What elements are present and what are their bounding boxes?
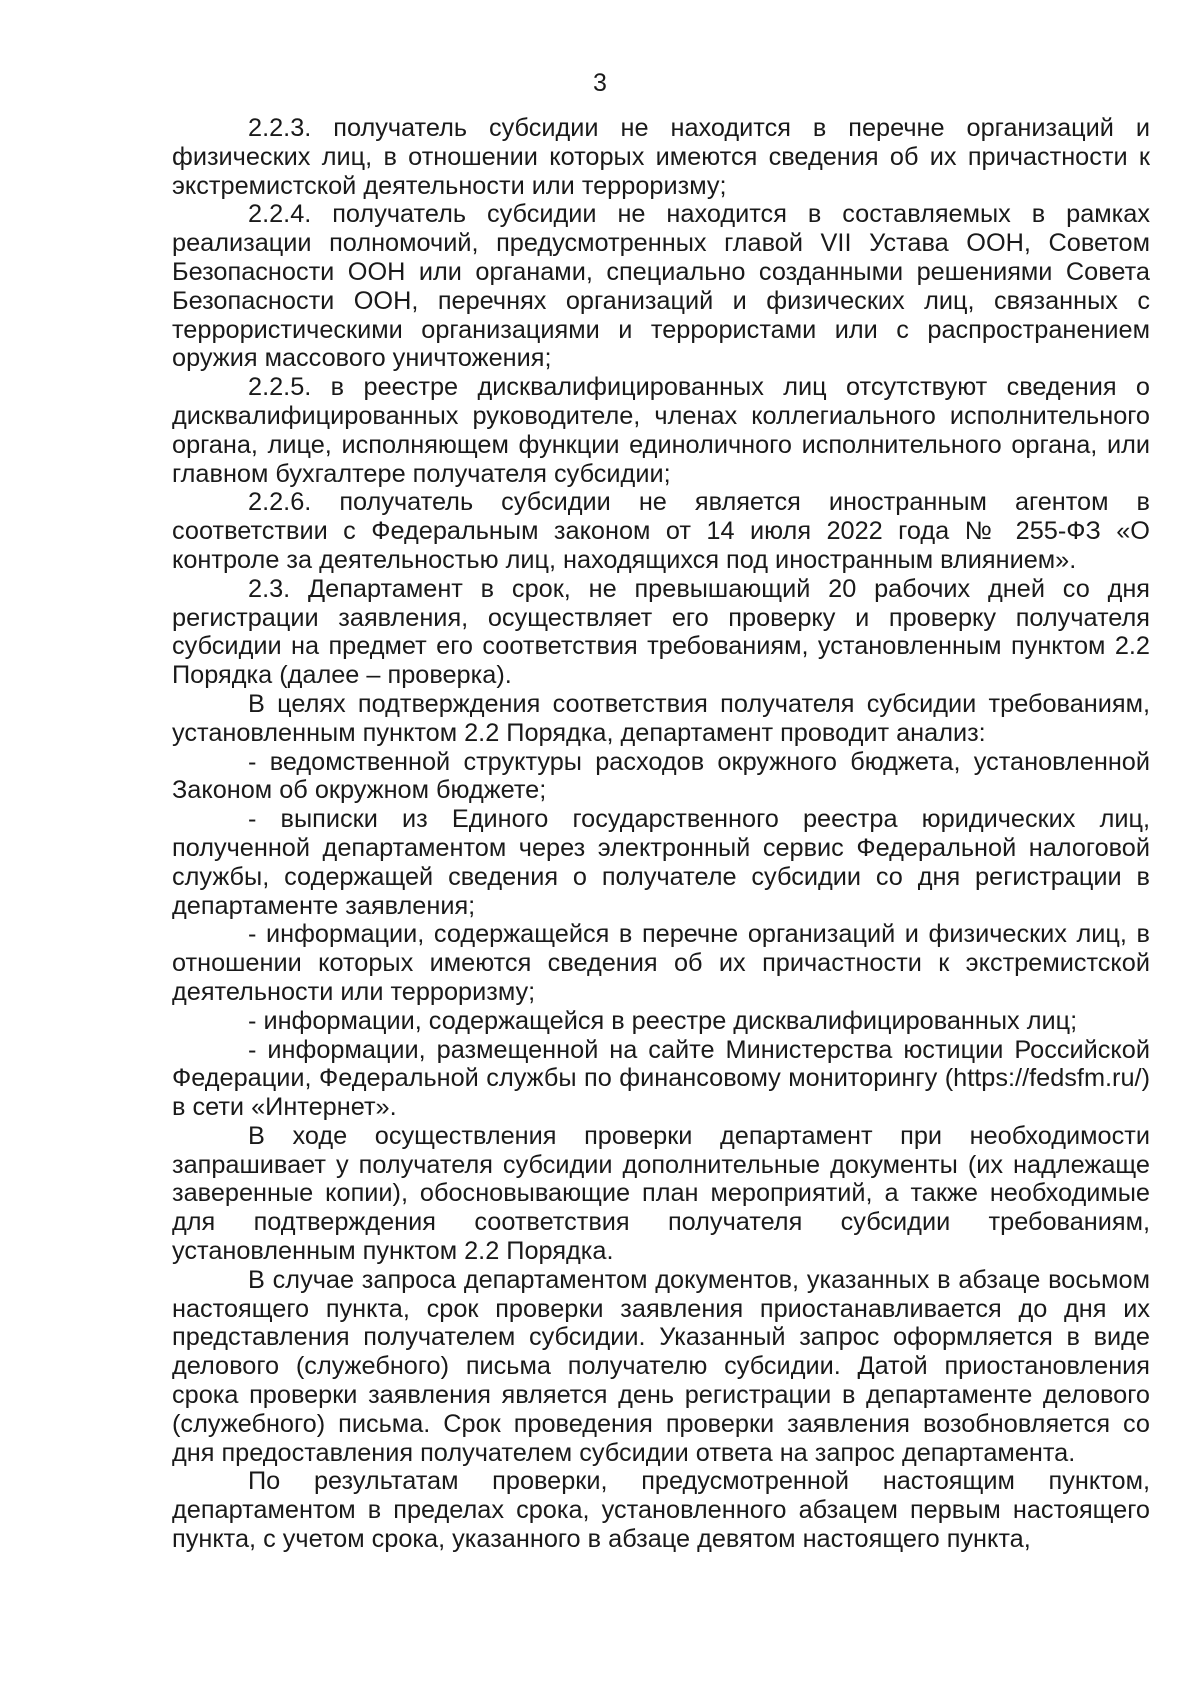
paragraph-2-2-4: 2.2.4. получатель субсидии не находится в составляемых в рамках реализации полномочий, предусмотренных главой VII Устава ООН, Советом Безопасности ООН или органами, специально созданными решениями Совета Безопасности ООН, перечнях организаций и физических лиц, связанных с террористическими организациями и террористами или с распространением оружия массового уничтожения; xyxy=(172,200,1150,373)
document-body xyxy=(172,114,1150,1554)
paragraph-2-2-5: 2.2.5. в реестре дисквалифицированных лиц отсутствуют сведения о дисквалифицированных руководителе, членах коллегиального исполнительного органа, лице, исполняющем функции единоличного исполнительного органа, или главном бухгалтере получателя субсидии; xyxy=(172,373,1150,488)
paragraph-2-3: 2.3. Департамент в срок, не превышающий 20 рабочих дней со дня регистрации заявления, осуществляет его проверку и проверку получателя субсидии на предмет его соответствия требованиям, установленным пунктом 2.2 Порядка (далее – проверка). xyxy=(172,574,1150,690)
list-item-egrul-extract: - выписки из Единого государственного реестра юридических лиц, полученной департаментом через электронный сервис Федеральной налоговой службы, содержащей сведения о получателе субсидии со дня регистрации в департаменте заявления; xyxy=(172,805,1150,920)
list-item-budget-structure: - ведомственной структуры расходов окружного бюджета, установленной Законом об окружном бюджете; xyxy=(172,747,1150,805)
paragraph-2-2-6: 2.2.6. получатель субсидии не является иностранным агентом в соответствии с Федеральным законом от 14 июля 2022 года № 255-ФЗ «О контроле за деятельностью лиц, находящихся под иностранным влиянием». xyxy=(172,488,1150,574)
list-item-disqualified-registry: - информации, содержащейся в реестре дисквалифицированных лиц; xyxy=(248,1006,1078,1035)
list-item-ministry-website: - информации, размещенной на сайте Министерства юстиции Российской Федерации, Федеральной службы по финансовому мониторингу (https://fedsfm.ru/) в сети «Интернет». xyxy=(172,1035,1150,1122)
paragraph-additional-documents: В ходе осуществления проверки департамент при необходимости запрашивает у получателя субсидии дополнительные документы (их надлежаще заверенные копии), обосновывающие план мероприятий, а также необходимые для подтверждения соответствия получателя субсидии требованиям, установленным пунктом 2.2 Порядка. xyxy=(172,1121,1150,1266)
paragraph-analysis-intro: В целях подтверждения соответствия получателя субсидии требованиям, установленным пунктом 2.2 Порядка, департамент проводит анализ: xyxy=(172,689,1150,747)
paragraph-2-2-3: 2.2.3. получатель субсидии не находится в перечне организаций и физических лиц, в отношении которых имеются сведения об их причастности к экстремистской деятельности или терроризму; xyxy=(172,114,1150,200)
paragraph-suspension: В случае запроса департаментом документов, указанных в абзаце восьмом настоящего пункта, срок проверки заявления приостанавливается до дня их представления получателем субсидии. Указанный запрос оформляется в виде делового (служебного) письма получателю субсидии. Датой приостановления срока проверки заявления является день регистрации в департаменте делового (служебного) письма. Срок проведения проверки заявления возобновляется со дня предоставления получателем субсидии ответа на запрос департамента. xyxy=(172,1265,1150,1467)
paragraph-results: По результатам проверки, предусмотренной настоящим пунктом, департаментом в пределах срока, установленного абзацем первым настоящего пункта, с учетом срока, указанного в абзаце девятом настоящего пункта, xyxy=(172,1467,1150,1554)
page-number: 3 xyxy=(593,69,607,97)
list-item-extremism-list: - информации, содержащейся в перечне организаций и физических лиц, в отношении которых имеются сведения об их причастности к экстремистской деятельности или терроризму; xyxy=(172,920,1150,1006)
